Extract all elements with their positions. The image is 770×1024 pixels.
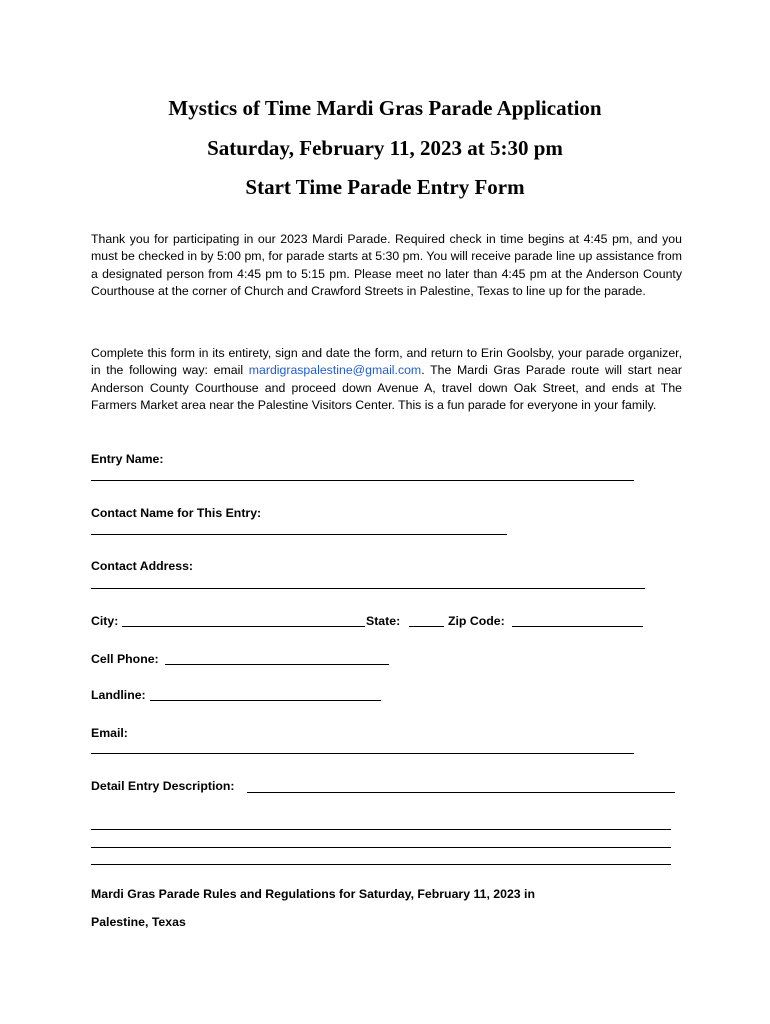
contact-name-label: Contact Name for This Entry: <box>91 506 262 520</box>
detail-description-line[interactable] <box>91 864 671 865</box>
city-label: City: <box>91 614 119 628</box>
intro-paragraph: Thank you for participating in our 2023 Mardi Parade. Required check in time begins at 4:45 pm, and you must be checked in by 5:00 pm, for parade starts at 5:30 pm. You will receive parade line up assistance from a designated person from 4:45 pm to 5:15 pm. Please meet no later than 4:45 pm at the Anderson County Courthouse at the corner of Church and Crawford Streets in Palestine, Texas to line up for the parade. <box>91 232 682 298</box>
instructions-text-start: Complete this form in its entirety, sign and date the form, and return to Erin Goolsby, your parade organizer, in the following way: email <box>91 346 682 378</box>
state-field[interactable] <box>409 626 444 627</box>
organizer-email-link[interactable]: mardigraspalestine@gmail.com <box>248 363 422 378</box>
rules-heading-location: Palestine, Texas <box>91 915 186 929</box>
entry-name-label: Entry Name: <box>91 452 164 466</box>
cell-phone-field[interactable] <box>165 664 389 665</box>
detail-description-label: Detail Entry Description: <box>91 779 235 793</box>
cell-phone-label: Cell Phone: <box>91 652 159 666</box>
contact-name-field[interactable] <box>91 534 507 535</box>
detail-description-line[interactable] <box>91 847 671 848</box>
email-label: Email: <box>91 726 128 740</box>
landline-field[interactable] <box>150 700 381 701</box>
city-field[interactable] <box>122 626 365 627</box>
detail-description-line[interactable] <box>91 829 671 830</box>
detail-description-field[interactable] <box>247 792 675 793</box>
contact-address-label: Contact Address: <box>91 559 194 573</box>
page-title: Mystics of Time Mardi Gras Parade Application <box>168 96 602 120</box>
event-date-heading: Saturday, February 11, 2023 at 5:30 pm <box>207 136 563 160</box>
instructions-text-end: . The Mardi Gras Parade route will start near Anderson County Courthouse and proceed down Avenue A, travel down Oak Street, and ends at The Farmers Market area near the Palestine Visitors Center. This is a fun parade for everyone in your family. <box>91 363 682 412</box>
contact-address-field[interactable] <box>91 588 645 589</box>
landline-label: Landline: <box>91 688 146 702</box>
zip-field[interactable] <box>512 626 643 627</box>
email-field[interactable] <box>91 753 634 754</box>
form-subtitle: Start Time Parade Entry Form <box>245 175 525 199</box>
state-label: State: <box>366 614 401 628</box>
zip-label: Zip Code: <box>448 614 505 628</box>
entry-name-field[interactable] <box>91 480 634 481</box>
instructions-paragraph <box>91 345 682 414</box>
rules-heading: Mardi Gras Parade Rules and Regulations for Saturday, February 11, 2023 in <box>91 887 535 901</box>
